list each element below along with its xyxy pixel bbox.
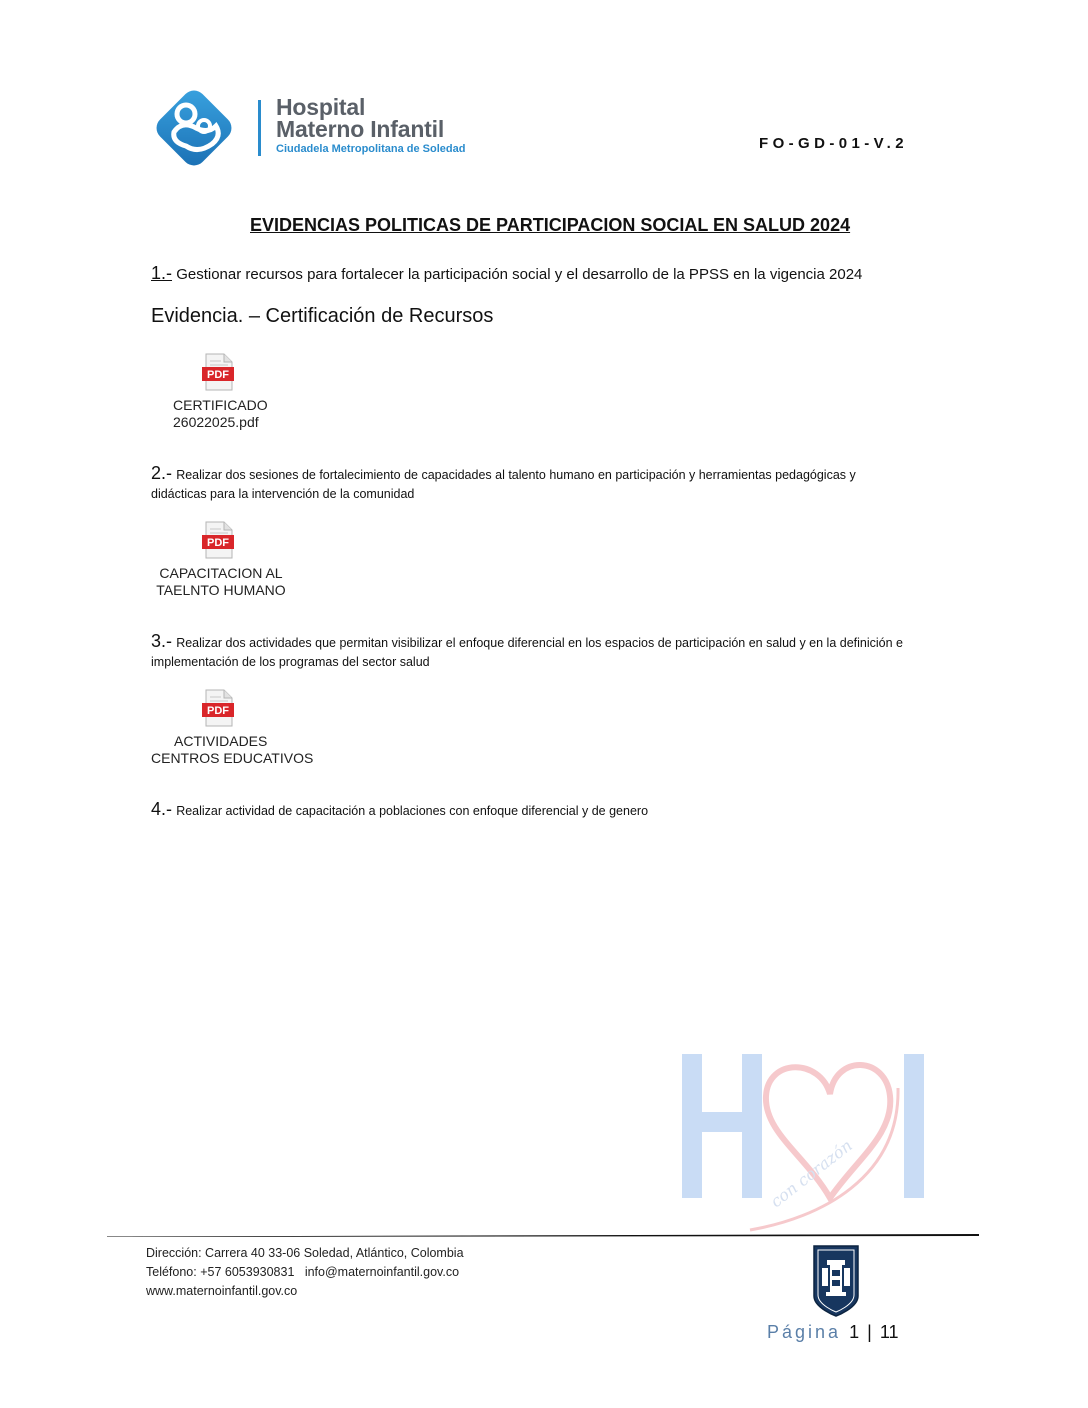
item-1 [151, 263, 862, 284]
pdf-attachment-2[interactable] [202, 521, 234, 564]
caption-line1: CAPACITACION AL [159, 565, 283, 581]
logo-name-line2: Materno Infantil [276, 116, 445, 142]
item-3-text-line2: implementación de los programas del sector salud [151, 655, 430, 669]
pdf-attachment-2-caption [151, 565, 291, 599]
watermark-text: con corazón [766, 1135, 856, 1212]
item-3-text-line1: Realizar dos actividades que permitan visibilizar el enfoque diferencial en los espacios de participación en salud y en la definición e [176, 636, 904, 650]
hospital-logo-icon [140, 80, 248, 176]
municipal-seal-icon [808, 1242, 864, 1318]
pdf-attachment-1-caption [173, 397, 268, 431]
item-3 [151, 631, 903, 652]
footer-divider [107, 1234, 979, 1237]
logo-divider [258, 100, 261, 156]
item-1-text: Gestionar recursos para fortalecer la participación social y el desarrollo de la PPSS en la vigencia 2024 [176, 266, 863, 283]
caption-line1: ACTIVIDADES [174, 733, 268, 749]
hmi-watermark [680, 1048, 930, 1238]
caption-line1: CERTIFICADO [173, 397, 268, 413]
pdf-icon-label: PDF [207, 537, 229, 549]
pdf-file-icon [202, 353, 234, 391]
pdf-icon-label: PDF [207, 369, 229, 381]
document-code: FO-GD-01-V.2 [759, 135, 908, 152]
pdf-icon-label: PDF [207, 705, 229, 717]
item-4-number: 4.- [151, 799, 173, 819]
pdf-file-icon [202, 521, 234, 559]
footer-address: Dirección: Carrera 40 33-06 Soledad, Atlántico, Colombia [146, 1246, 464, 1260]
evidence-label: Evidencia. – Certificación de Recursos [151, 305, 494, 327]
hospital-logo [140, 80, 500, 180]
page-label: Página [767, 1322, 842, 1342]
logo-name [276, 96, 444, 140]
footer-email: info@maternoinfantil.gov.co [304, 1265, 460, 1279]
page-separator: | [867, 1322, 872, 1342]
item-3-number: 3.- [151, 631, 173, 651]
page-total: 11 [879, 1322, 899, 1342]
item-2-number: 2.- [151, 463, 173, 483]
item-2-text-line2: didácticas para la intervención de la comunidad [151, 487, 415, 501]
pdf-attachment-1[interactable] [202, 353, 234, 396]
page-title: EVIDENCIAS POLITICAS DE PARTICIPACION SOCIAL EN SALUD 2024 [250, 215, 851, 235]
logo-name-line1: Hospital [276, 94, 366, 120]
page-number [767, 1322, 899, 1343]
caption-line2: CENTROS EDUCATIVOS [151, 750, 314, 766]
footer-phone-email [146, 1263, 464, 1282]
page-current: 1 [849, 1322, 860, 1342]
item-2 [151, 463, 856, 484]
footer-contact [146, 1244, 464, 1301]
item-2-text-line1: Realizar dos sesiones de fortalecimiento de capacidades al talento humano en participación y herramientas pedagógicas y [176, 468, 856, 482]
pdf-attachment-3[interactable] [202, 689, 234, 732]
pdf-attachment-3-caption [151, 733, 314, 767]
item-4 [151, 799, 648, 820]
item-1-number: 1.- [151, 263, 173, 283]
pdf-file-icon [202, 689, 234, 727]
caption-line2: 26022025.pdf [173, 414, 259, 430]
footer-phone: Teléfono: +57 6053930831 [146, 1265, 295, 1279]
logo-subtitle: Ciudadela Metropolitana de Soledad [276, 143, 466, 155]
item-4-text: Realizar actividad de capacitación a poblaciones con enfoque diferencial y de genero [176, 804, 649, 818]
footer-website: www.maternoinfantil.gov.co [146, 1284, 298, 1298]
caption-line2: TAELNTO HUMANO [156, 582, 286, 598]
